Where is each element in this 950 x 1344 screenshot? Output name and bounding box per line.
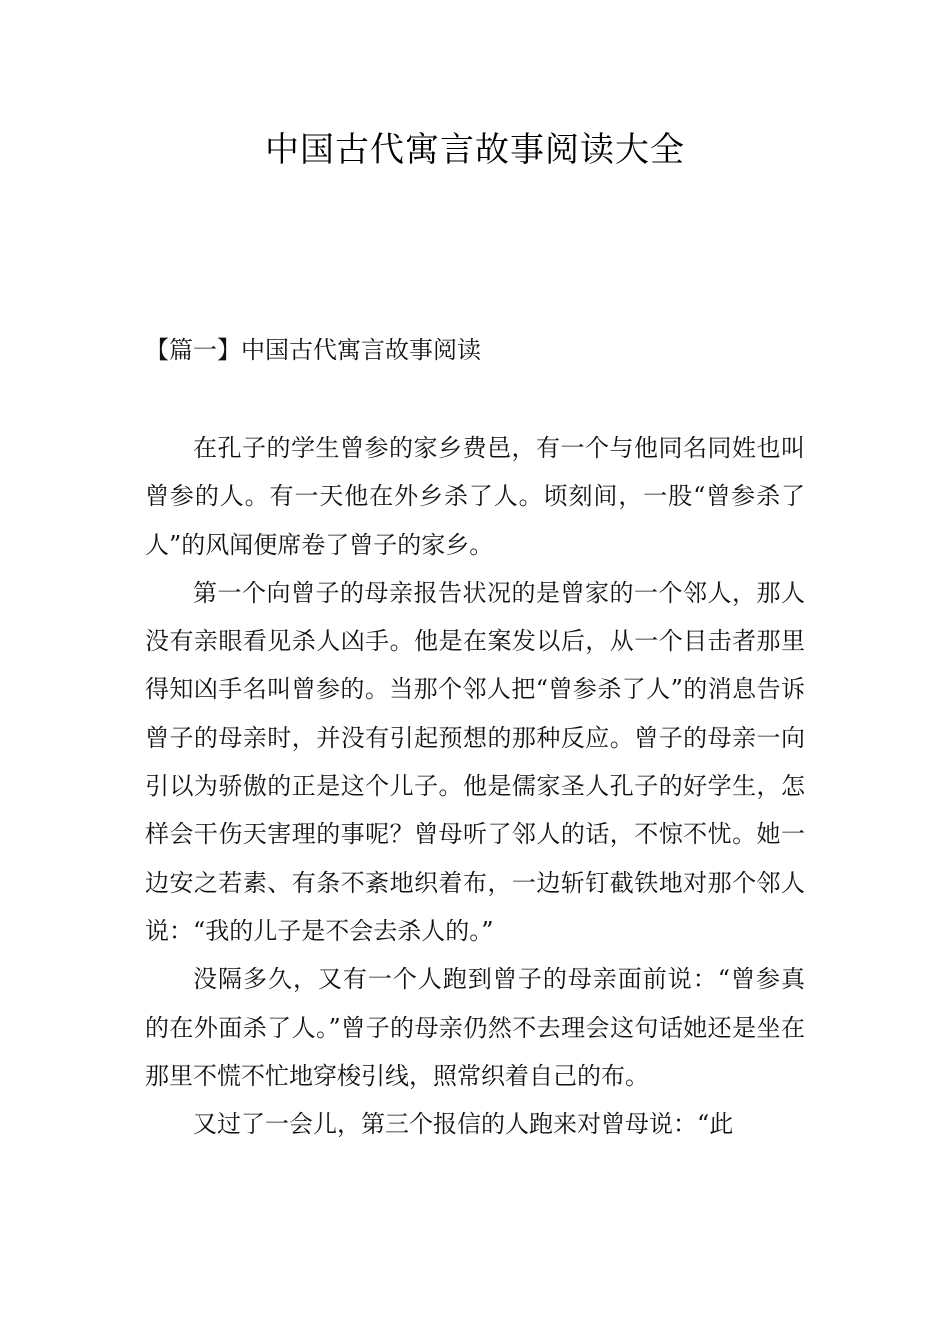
document-title: 中国古代寓言故事阅读大全 (265, 130, 685, 170)
paragraph-2: 第一个向曾子的母亲报告状况的是曾家的一个邻人，那人没有亲眼看见杀人凶手。他是在案发以后，从一个目击者那里得知凶手名叫曾参的。当那个邻人把“曾参杀了人”的消息告诉曾子的母亲时，并没有引起预想的那种反应。曾子的母亲一向引以为骄傲的正是这个儿子。他是儒家圣人孔子的好学生，怎样会干伤天害理的事呢？曾母听了邻人的话，不惊不忧。她一边安之若素、有条不紊地织着布，一边斩钉截铁地对那个邻人说：“我的儿子是不会去杀人的。” (145, 578, 805, 945)
article-body (145, 424, 805, 1148)
paragraph-1: 在孔子的学生曾参的家乡费邑，有一个与他同名同姓也叫曾参的人。有一天他在外乡杀了人。顷刻间，一股“曾参杀了人”的风闻便席卷了曾子的家乡。 (145, 434, 805, 559)
paragraph-3: 没隔多久，又有一个人跑到曾子的母亲面前说：“曾参真的在外面杀了人。”曾子的母亲仍然不去理会这句话她还是坐在那里不慌不忙地穿梭引线，照常织着自己的布。 (145, 965, 805, 1090)
section-heading: 【篇一】中国古代寓言故事阅读 (145, 336, 481, 364)
paragraph-4: 又过了一会儿，第三个报信的人跑来对曾母说：“此 (193, 1110, 734, 1139)
